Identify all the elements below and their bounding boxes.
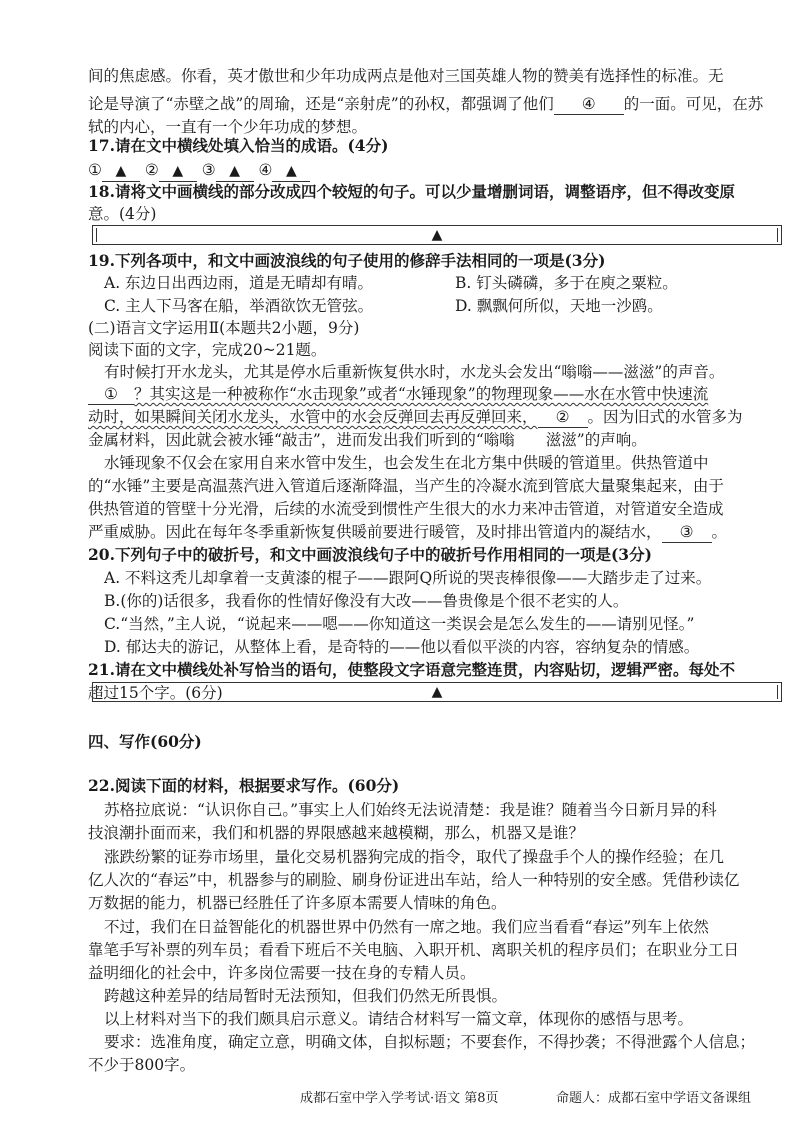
section-2-title: (二)语言文字运用Ⅱ(本题共2小题，9分)	[88, 319, 360, 337]
q21-answer-marker: ▲	[431, 684, 443, 700]
q17-answer-4[interactable]: ▲	[272, 161, 310, 182]
blank-3[interactable]: ③	[662, 522, 712, 543]
q22-stem: 22.阅读下面的材料，根据要求写作。(60分)	[88, 776, 400, 795]
q17-mark-4: ④	[258, 161, 273, 179]
q17-answers	[88, 160, 310, 182]
q22-p2-line-1: 涨跌纷繁的证券市场里，量化交易机器狗完成的指令，取代了操盘手个人的操作经验；在几	[104, 848, 725, 866]
passage-p1-text-d: 。因为旧式的水管多为	[587, 408, 743, 426]
footer-page-info: 成都石室中学入学考试·语文 第8页	[300, 1091, 499, 1106]
q22-p5: 以上材料对当下的我们颇具启示意义。请结合材料写一篇文章，体现你的感悟与思考。	[104, 1010, 694, 1028]
blank-1[interactable]: ①	[88, 384, 134, 405]
q19-option-a[interactable]: A. 东边日出西边雨，道是无晴却有晴。	[104, 274, 374, 292]
passage-p2-text-d: 严重威胁。因此在每年冬季重新恢复供暖前要进行暖管，及时排出管道内的凝结水，	[88, 523, 662, 541]
passage-p2-line-3: 供热管道的管壁十分光滑，后续的水流受到惯性产生很大的水力来冲击管道，对管道安全造成	[88, 500, 724, 518]
intro-text-2a: 论是导演了“赤壁之战”的周瑜，还是“亲射虎”的孙权，都强调了他们	[88, 95, 554, 113]
q19-stem: 19.下列各项中，和文中画波浪线的句子使用的修辞手法相同的一项是(3分)	[88, 251, 606, 270]
passage-p2-line-1: 水锤现象不仅会在家用自来水管中发生，也会发生在北方集中供暖的管道里。供热管道中	[104, 454, 709, 472]
q18-stem-1: 18.请将文中画横线的部分改成四个较短的句子。可以少量增删词语，调整语序，但不得改变原	[88, 182, 735, 201]
q22-p3-line-1: 不过，我们在日益智能化的机器世界中仍然有一席之地。我们应当看看“春运”列车上依然	[104, 918, 709, 936]
intro-line-2	[88, 94, 763, 115]
passage-p2-line-4	[88, 522, 727, 543]
q17-mark-2: ②	[144, 161, 159, 179]
q20-stem: 20.下列句子中的破折号，和文中画波浪线句子中的破折号作用相同的一项是(3分)	[88, 545, 652, 564]
q19-option-b[interactable]: B. 钉头磷磷，多于在庾之粟粒。	[455, 274, 678, 292]
passage-p1-line-3	[88, 407, 743, 428]
q20-option-d[interactable]: D. 郁达夫的游记，从整体上看，是奇特的——他以看似平淡的内容，容纳复杂的情感。	[104, 638, 700, 656]
q19-option-c[interactable]: C. 主人下马客在船，举酒欲饮无管弦。	[104, 297, 374, 315]
intro-text-1: 间的焦虑感。你看，英才傲世和少年功成两点是他对三国英雄人物的赞美有选择性的标准。无	[88, 67, 724, 85]
blank-4[interactable]: ④	[554, 94, 624, 115]
wavy-sentence-part-1: ？其实这是一种被称作“水击现象”或者“水锤现象”的物理现象——水在水管中快速流	[134, 385, 709, 403]
q20-option-c[interactable]: C.“当然，”主人说，“说起来——嗯——你知道这一类误会是怎么发生的——请别见怪。”	[104, 615, 695, 633]
q17-mark-3: ③	[201, 161, 216, 179]
passage-p1-line-1: 有时候打开水龙头，尤其是停水后重新恢复供水时，水龙头会发出“嗡嗡——滋滋”的声音。	[104, 363, 725, 381]
q22-p2-line-3: 万数据的能力，机器已经胜任了许多原本需要人情味的角色。	[88, 894, 507, 912]
passage-p2-line-2: 的“水锤”主要是高温蒸汽进入管道后逐渐降温，当产生的冷凝水流到管底大量聚集起来，由于	[88, 477, 724, 495]
q17-answer-1[interactable]: ▲	[102, 161, 140, 182]
intro-text-2b: 的一面。可见，在苏	[623, 95, 764, 113]
section-2-intro: 阅读下面的文字，完成20~21题。	[88, 341, 327, 359]
intro-line-3	[88, 117, 367, 137]
q22-p1-line-2: 技浪潮扑面而来，我们和机器的界限感越来越模糊，那么，机器又是谁？	[88, 824, 585, 842]
blank-2[interactable]: ②	[538, 407, 588, 428]
q22-p6-line-1: 要求：选准角度，确定立意，明确文体，自拟标题；不要套作，不得抄袭；不得泄露个人信息；	[104, 1033, 756, 1051]
q17-stem: 17.请在文中横线处填入恰当的成语。(4分)	[88, 136, 389, 155]
q17-mark-1: ①	[88, 161, 102, 179]
q17-answer-3[interactable]: ▲	[216, 161, 254, 182]
intro-line-1	[88, 66, 724, 86]
q22-p3-line-3: 益明细化的社会中，许多岗位需要一技在身的专精人员。	[88, 964, 476, 982]
q22-p3-line-2: 靠笔手写补票的列车员；看看下班后不关电脑、入职开机、离职关机的程序员们；在职业分工日	[88, 941, 740, 959]
passage-p1-line-2	[88, 384, 708, 405]
q21-stem-2: 超过15个字。(6分)	[88, 684, 223, 702]
q19-option-d[interactable]: D. 飘飘何所似，天地一沙鸥。	[455, 297, 663, 315]
passage-p1-line-4: 金属材料，因此就会被水锤“敲击”，进而发出我们听到的“嗡嗡 滋滋”的声响。	[88, 431, 647, 449]
wavy-sentence-part-2: 动时，如果瞬间关闭水龙头，水管中的水会反弹回去再反弹回来，	[88, 408, 538, 426]
section-4-title: 四、写作(60分)	[88, 732, 202, 751]
q22-p1-line-1: 苏格拉底说：“认识你自己。”事实上人们始终无法说清楚：我是谁？随着当今日新月异的科	[104, 801, 717, 819]
q18-answer-marker: ▲	[431, 227, 443, 243]
q18-stem-2: 意。(4分)	[88, 205, 157, 223]
q21-stem-1: 21.请在文中横线处补写恰当的语句，使整段文字语意完整连贯，内容贴切，逻辑严密。每处不	[88, 660, 735, 679]
q20-option-a[interactable]: A. 不料这秃儿却拿着一支黄漆的棍子——跟阿Q所说的哭丧棒很像——大踏步走了过来。	[104, 569, 712, 587]
passage-p2-text-e: 。	[711, 523, 728, 541]
footer-author: 命题人：成都石室中学语文备课组	[556, 1091, 752, 1106]
q22-p2-line-2: 亿人次的“春运”中，机器参与的刷脸、刷身份证进出车站，给人一种特别的安全感。凭借秒读亿	[88, 871, 740, 889]
q17-answer-2[interactable]: ▲	[159, 161, 197, 182]
q18-answer-box[interactable]	[92, 225, 782, 245]
q22-p6-line-2: 不少于800字。	[88, 1056, 196, 1074]
q20-option-b[interactable]: B.(你的)话很多，我看你的性情好像没有大改——鲁贵像是个很不老实的人。	[104, 592, 629, 610]
q22-p4: 跨越这种差异的结局暂时无法预知，但我们仍然无所畏惧。	[104, 987, 508, 1005]
q21-answer-box[interactable]	[92, 682, 782, 702]
intro-text-3: 轼的内心，一直有一个少年功成的梦想。	[88, 118, 368, 136]
